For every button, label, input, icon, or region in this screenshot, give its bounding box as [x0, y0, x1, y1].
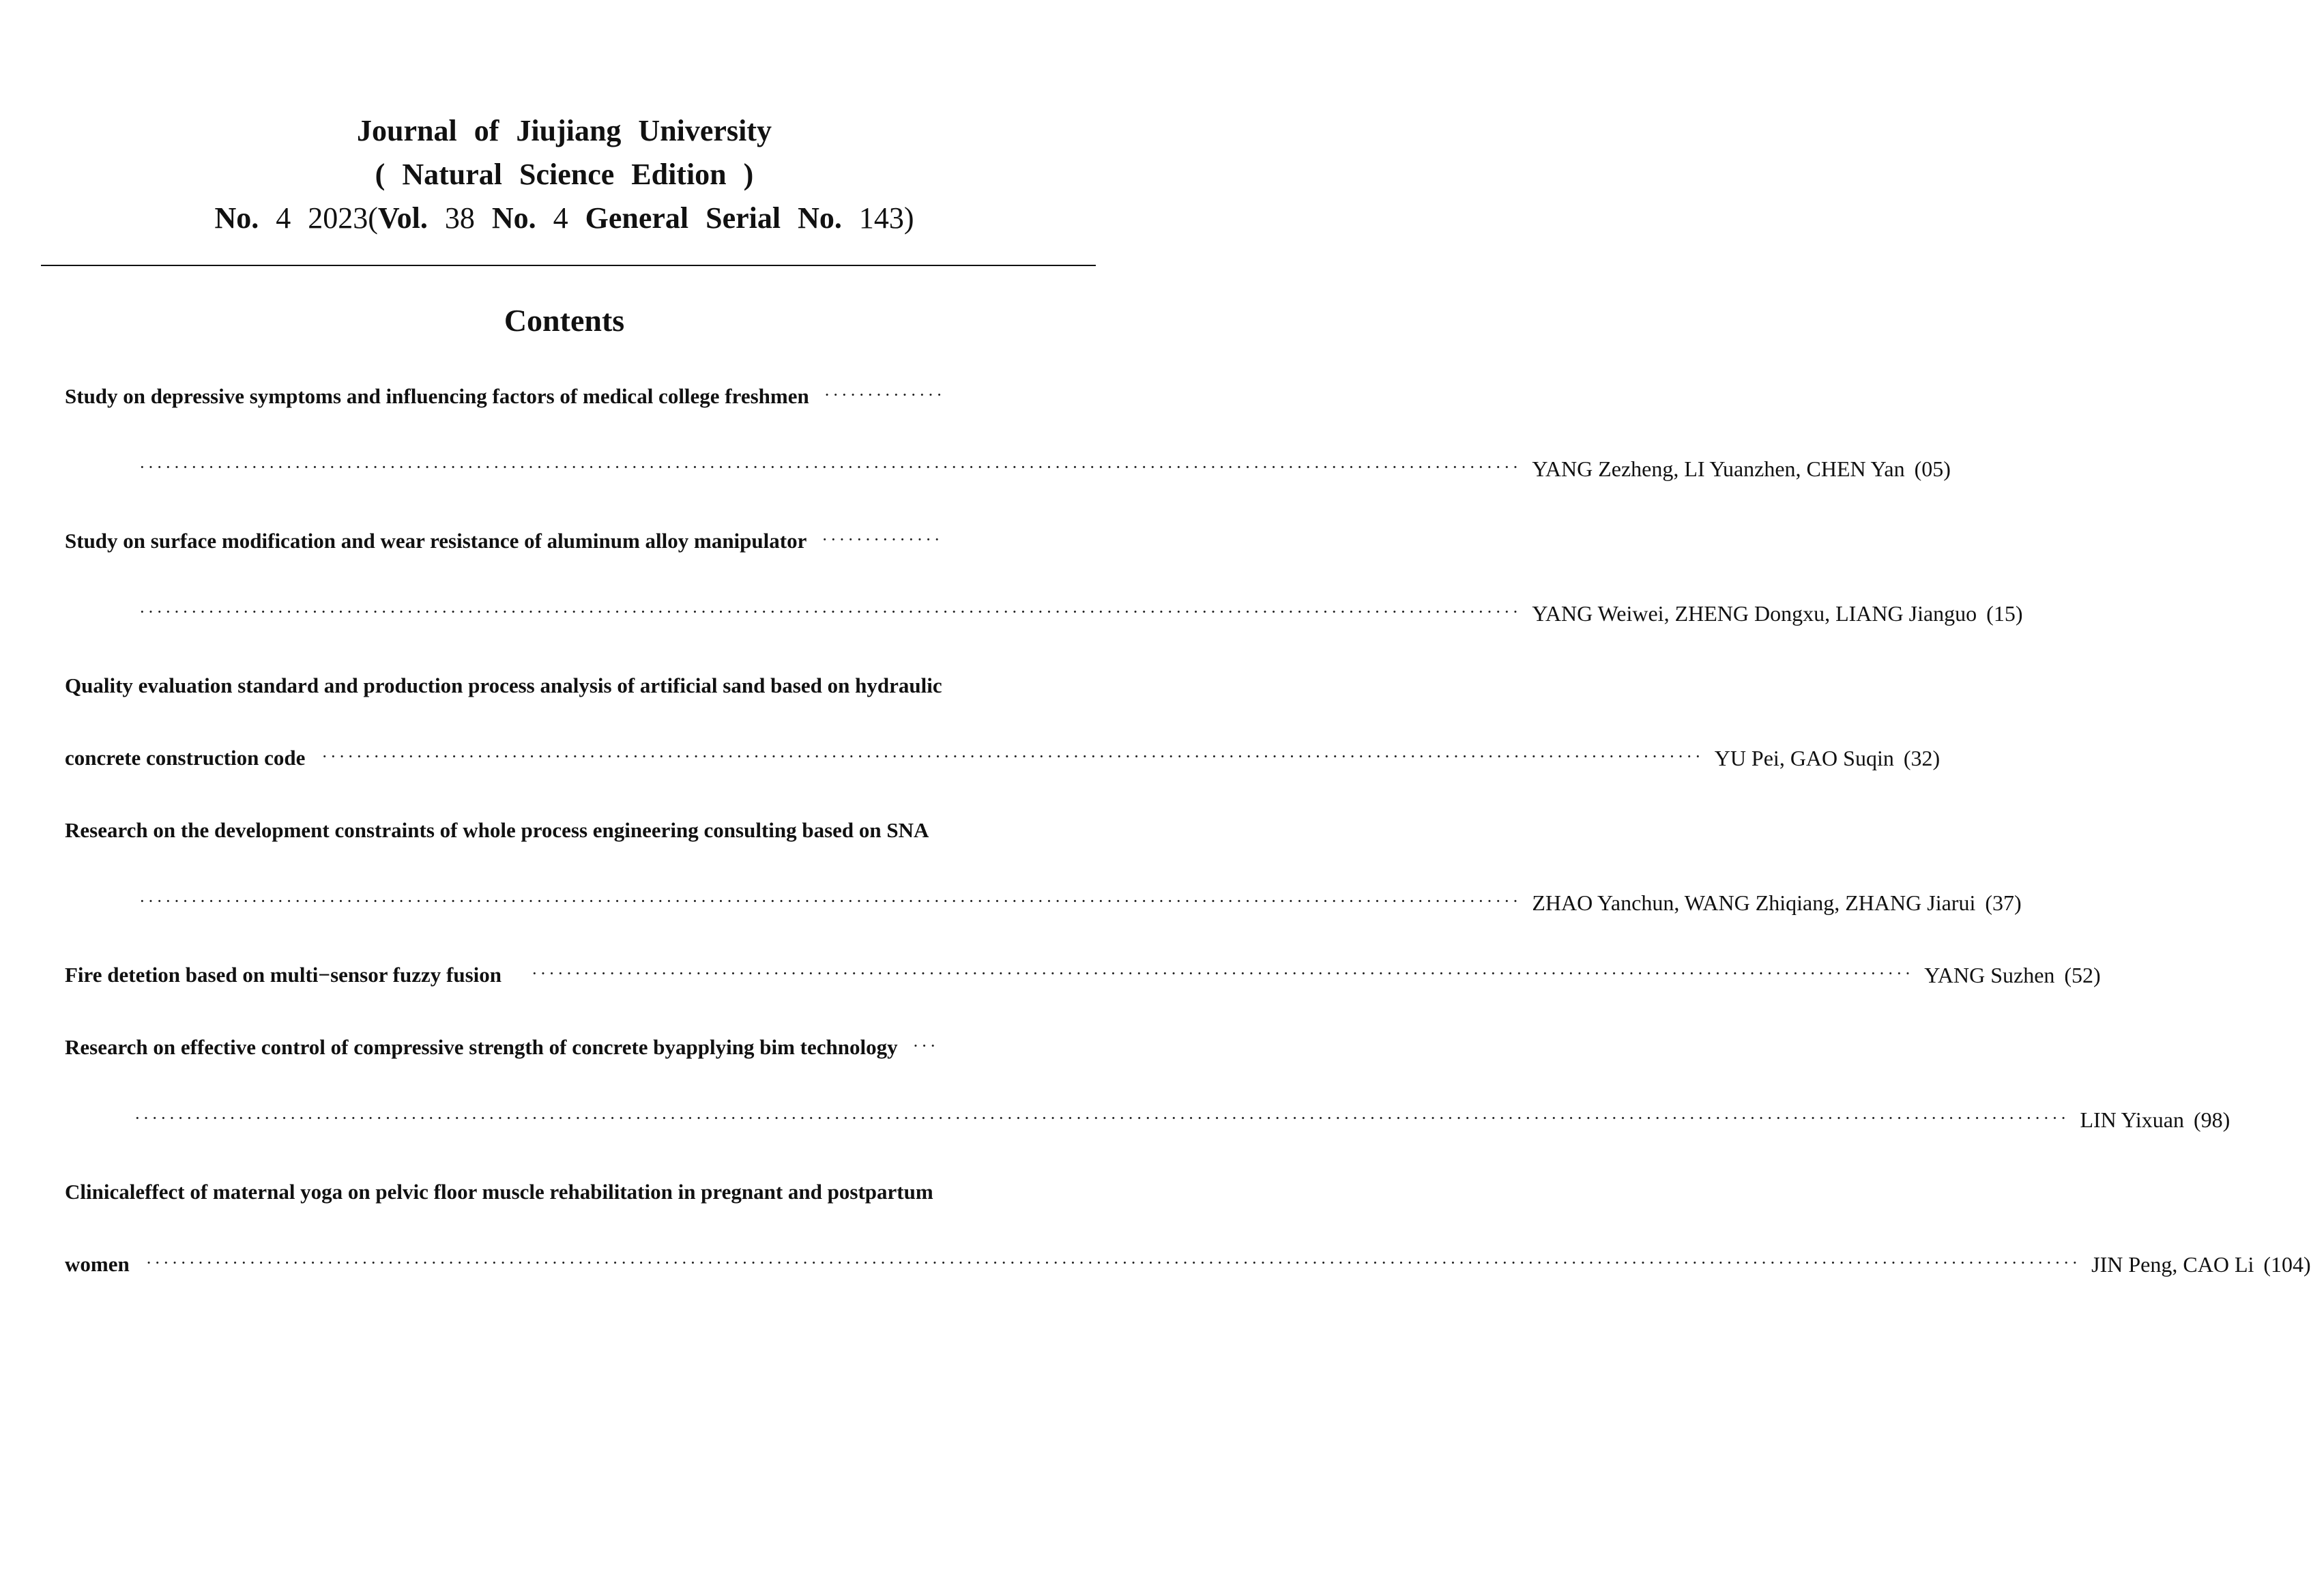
- leader-dots: ································································································································································: [139, 602, 1522, 622]
- journal-edition: ( Natural Science Edition ): [375, 158, 754, 191]
- toc-entry-byline[interactable]: [65, 722, 1941, 794]
- leader-dots: ································································································································································: [139, 457, 1522, 477]
- leader-dots: ··············: [824, 385, 945, 405]
- article-title: Quality evaluation standard and production process analysis of artificial sand based on hydraulic: [65, 673, 942, 697]
- toc-entry-title[interactable]: [65, 650, 1069, 722]
- article-authors: YANG Weiwei, ZHENG Dongxu, LIANG Jianguo: [1532, 600, 1977, 626]
- leader-dots: ································································································································································: [531, 963, 1914, 983]
- leader-dots: ································································································································································································································: [134, 1108, 2069, 1128]
- toc-entry-title[interactable]: [65, 1011, 1069, 1084]
- article-page: (104): [2263, 1251, 2311, 1277]
- article-title-continued: concrete construction code: [65, 746, 306, 770]
- contents-heading: Contents: [504, 303, 625, 338]
- article-authors: YANG Suzhen: [1924, 962, 2055, 987]
- article-title: Clinicaleffect of maternal yoga on pelvic floor muscle rehabilitation in pregnant and postpartum: [65, 1180, 933, 1204]
- journal-issue: No. 4 2023(Vol. 38 No. 4 General Serial No. 143): [214, 201, 914, 235]
- toc-entry-title[interactable]: [65, 360, 1069, 433]
- article-authors: LIN Yixuan: [2080, 1107, 2184, 1132]
- article-title: Study on surface modification and wear resistance of aluminum alloy manipulator: [65, 529, 807, 553]
- toc-entry-byline[interactable]: [65, 867, 2022, 939]
- article-authors: ZHAO Yanchun, WANG Zhiqiang, ZHANG Jiarui: [1532, 890, 1976, 915]
- leader-dots: ···: [912, 1036, 939, 1056]
- journal-header: [0, 109, 1129, 240]
- article-title: Fire detetion based on multi−sensor fuzzy fusion: [65, 963, 502, 987]
- toc-entry-title[interactable]: [65, 794, 1069, 867]
- article-title-continued: women: [65, 1252, 130, 1276]
- article-authors: YU Pei, GAO Suqin: [1714, 745, 1894, 770]
- leader-dots: ··············: [822, 529, 943, 549]
- toc-entry-byline[interactable]: [65, 1228, 2311, 1301]
- toc-entry-title[interactable]: [65, 1156, 1069, 1228]
- article-page: (98): [2194, 1107, 2230, 1132]
- article-title: Research on the development constraints of whole process engineering consulting based on SNA: [65, 818, 929, 842]
- journal-title: Journal of Jiujiang University: [357, 114, 772, 147]
- toc-entry-byline[interactable]: [65, 1084, 2230, 1156]
- toc-entry-byline[interactable]: [65, 433, 1951, 505]
- article-page: (05): [1914, 456, 1951, 481]
- table-of-contents: [65, 360, 2311, 1301]
- article-page: (37): [1985, 890, 2022, 915]
- header-divider: [41, 265, 1096, 266]
- leader-dots: ································································································································································: [139, 891, 1522, 911]
- article-title: Study on depressive symptoms and influencing factors of medical college freshmen: [65, 384, 809, 408]
- article-title: Research on effective control of compressive strength of concrete byapplying bim technology: [65, 1035, 898, 1059]
- toc-entry-byline[interactable]: [65, 577, 2023, 650]
- article-page: (32): [1903, 745, 1941, 770]
- article-page: (15): [1986, 600, 2023, 626]
- article-authors: YANG Zezheng, LI Yuanzhen, CHEN Yan: [1532, 456, 1905, 481]
- article-page: (52): [2064, 962, 2101, 987]
- toc-entry-title[interactable]: [65, 505, 1069, 577]
- leader-dots: ································································································································································: [321, 746, 1704, 766]
- leader-dots: ································································································································································································································: [145, 1253, 2081, 1273]
- toc-entry[interactable]: [65, 939, 2101, 1011]
- article-authors: JIN Peng, CAO Li: [2091, 1251, 2254, 1277]
